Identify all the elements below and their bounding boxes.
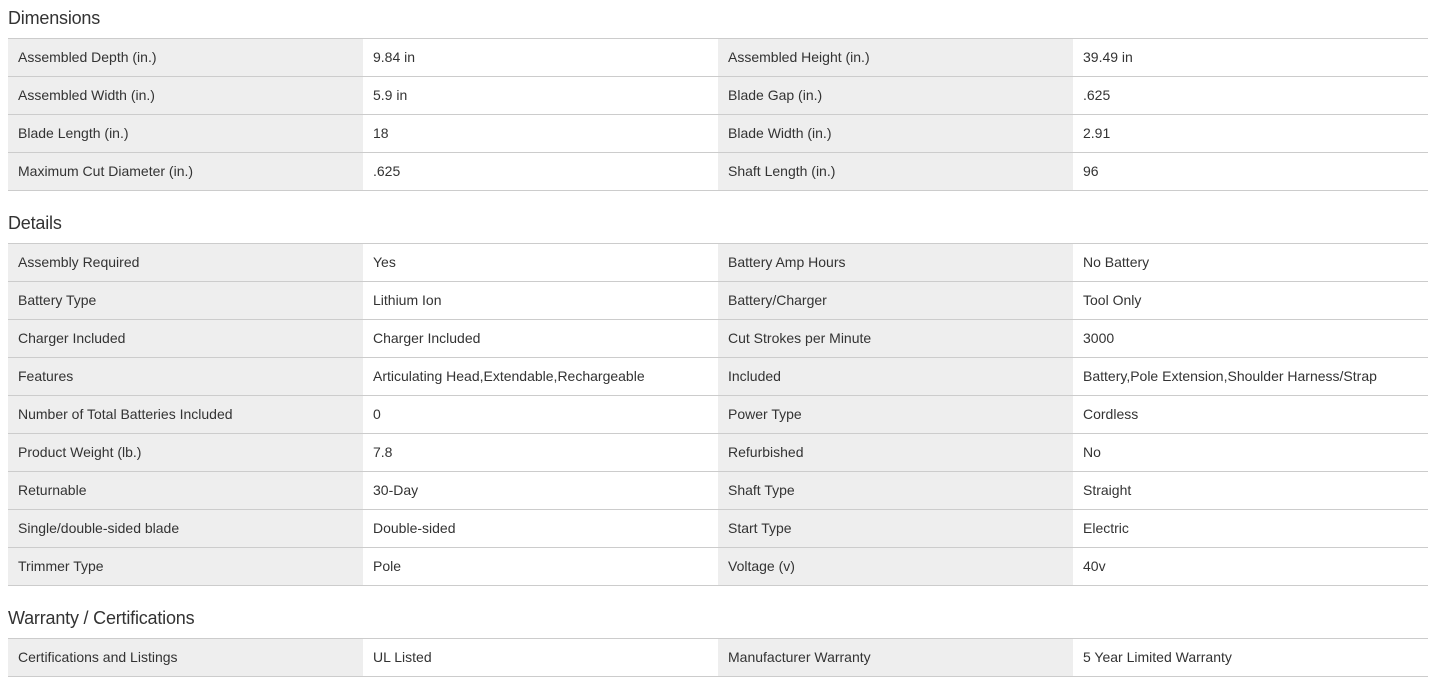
spec-value: .625 bbox=[363, 153, 718, 190]
spec-label: Charger Included bbox=[8, 320, 363, 357]
spec-value: Straight bbox=[1073, 472, 1428, 509]
spec-row bbox=[8, 472, 1428, 510]
section-title-dimensions: Dimensions bbox=[8, 8, 101, 28]
spec-label: Blade Width (in.) bbox=[718, 115, 1073, 152]
spec-label: Trimmer Type bbox=[8, 548, 363, 585]
spec-label: Manufacturer Warranty bbox=[718, 639, 1073, 676]
spec-label: Refurbished bbox=[718, 434, 1073, 471]
spec-row bbox=[8, 115, 1428, 153]
spec-label: Start Type bbox=[718, 510, 1073, 547]
spec-value: Tool Only bbox=[1073, 282, 1428, 319]
spec-value: Cordless bbox=[1073, 396, 1428, 433]
spec-label: Shaft Length (in.) bbox=[718, 153, 1073, 190]
spec-label: Cut Strokes per Minute bbox=[718, 320, 1073, 357]
spec-label: Included bbox=[718, 358, 1073, 395]
spec-row bbox=[8, 434, 1428, 472]
spec-value: 5 Year Limited Warranty bbox=[1073, 639, 1428, 676]
section-title-warranty-certifications: Warranty / Certifications bbox=[8, 608, 195, 628]
spec-value: Battery,Pole Extension,Shoulder Harness/Strap bbox=[1073, 358, 1428, 395]
spec-value: .625 bbox=[1073, 77, 1428, 114]
spec-row bbox=[8, 282, 1428, 320]
spec-label: Voltage (v) bbox=[718, 548, 1073, 585]
spec-value: Electric bbox=[1073, 510, 1428, 547]
spec-value: UL Listed bbox=[363, 639, 718, 676]
spec-label: Maximum Cut Diameter (in.) bbox=[8, 153, 363, 190]
spec-row bbox=[8, 153, 1428, 191]
spec-value: 18 bbox=[363, 115, 718, 152]
spec-label: Number of Total Batteries Included bbox=[8, 396, 363, 433]
spec-value: No bbox=[1073, 434, 1428, 471]
spec-row bbox=[8, 77, 1428, 115]
spec-label: Shaft Type bbox=[718, 472, 1073, 509]
spec-label: Battery Type bbox=[8, 282, 363, 319]
spec-value: 5.9 in bbox=[363, 77, 718, 114]
spec-label: Returnable bbox=[8, 472, 363, 509]
spec-value: 30-Day bbox=[363, 472, 718, 509]
spec-label: Features bbox=[8, 358, 363, 395]
spec-row bbox=[8, 358, 1428, 396]
spec-value: Double-sided bbox=[363, 510, 718, 547]
spec-label: Battery Amp Hours bbox=[718, 244, 1073, 281]
spec-value: Charger Included bbox=[363, 320, 718, 357]
spec-row bbox=[8, 244, 1428, 282]
spec-row bbox=[8, 396, 1428, 434]
spec-value: Yes bbox=[363, 244, 718, 281]
spec-value: 9.84 in bbox=[363, 39, 718, 76]
spec-label: Product Weight (lb.) bbox=[8, 434, 363, 471]
spec-value: 39.49 in bbox=[1073, 39, 1428, 76]
spec-value: No Battery bbox=[1073, 244, 1428, 281]
spec-label: Certifications and Listings bbox=[8, 639, 363, 676]
spec-label: Single/double-sided blade bbox=[8, 510, 363, 547]
spec-row bbox=[8, 320, 1428, 358]
spec-value: 7.8 bbox=[363, 434, 718, 471]
details-table bbox=[8, 243, 1428, 586]
spec-label: Assembled Depth (in.) bbox=[8, 39, 363, 76]
spec-label: Assembled Height (in.) bbox=[718, 39, 1073, 76]
spec-value: Articulating Head,Extendable,Rechargeable bbox=[363, 358, 718, 395]
spec-value: 0 bbox=[363, 396, 718, 433]
spec-value: 40v bbox=[1073, 548, 1428, 585]
spec-row bbox=[8, 548, 1428, 586]
spec-value: Pole bbox=[363, 548, 718, 585]
spec-label: Assembled Width (in.) bbox=[8, 77, 363, 114]
dimensions-table bbox=[8, 38, 1428, 191]
section-title-details: Details bbox=[8, 213, 62, 233]
spec-value: Lithium Ion bbox=[363, 282, 718, 319]
spec-value: 3000 bbox=[1073, 320, 1428, 357]
spec-value: 2.91 bbox=[1073, 115, 1428, 152]
spec-row bbox=[8, 639, 1428, 677]
spec-row bbox=[8, 39, 1428, 77]
spec-row bbox=[8, 510, 1428, 548]
spec-value: 96 bbox=[1073, 153, 1428, 190]
spec-label: Battery/Charger bbox=[718, 282, 1073, 319]
spec-label: Blade Gap (in.) bbox=[718, 77, 1073, 114]
warranty-certifications-table bbox=[8, 638, 1428, 677]
spec-label: Assembly Required bbox=[8, 244, 363, 281]
spec-label: Power Type bbox=[718, 396, 1073, 433]
spec-label: Blade Length (in.) bbox=[8, 115, 363, 152]
